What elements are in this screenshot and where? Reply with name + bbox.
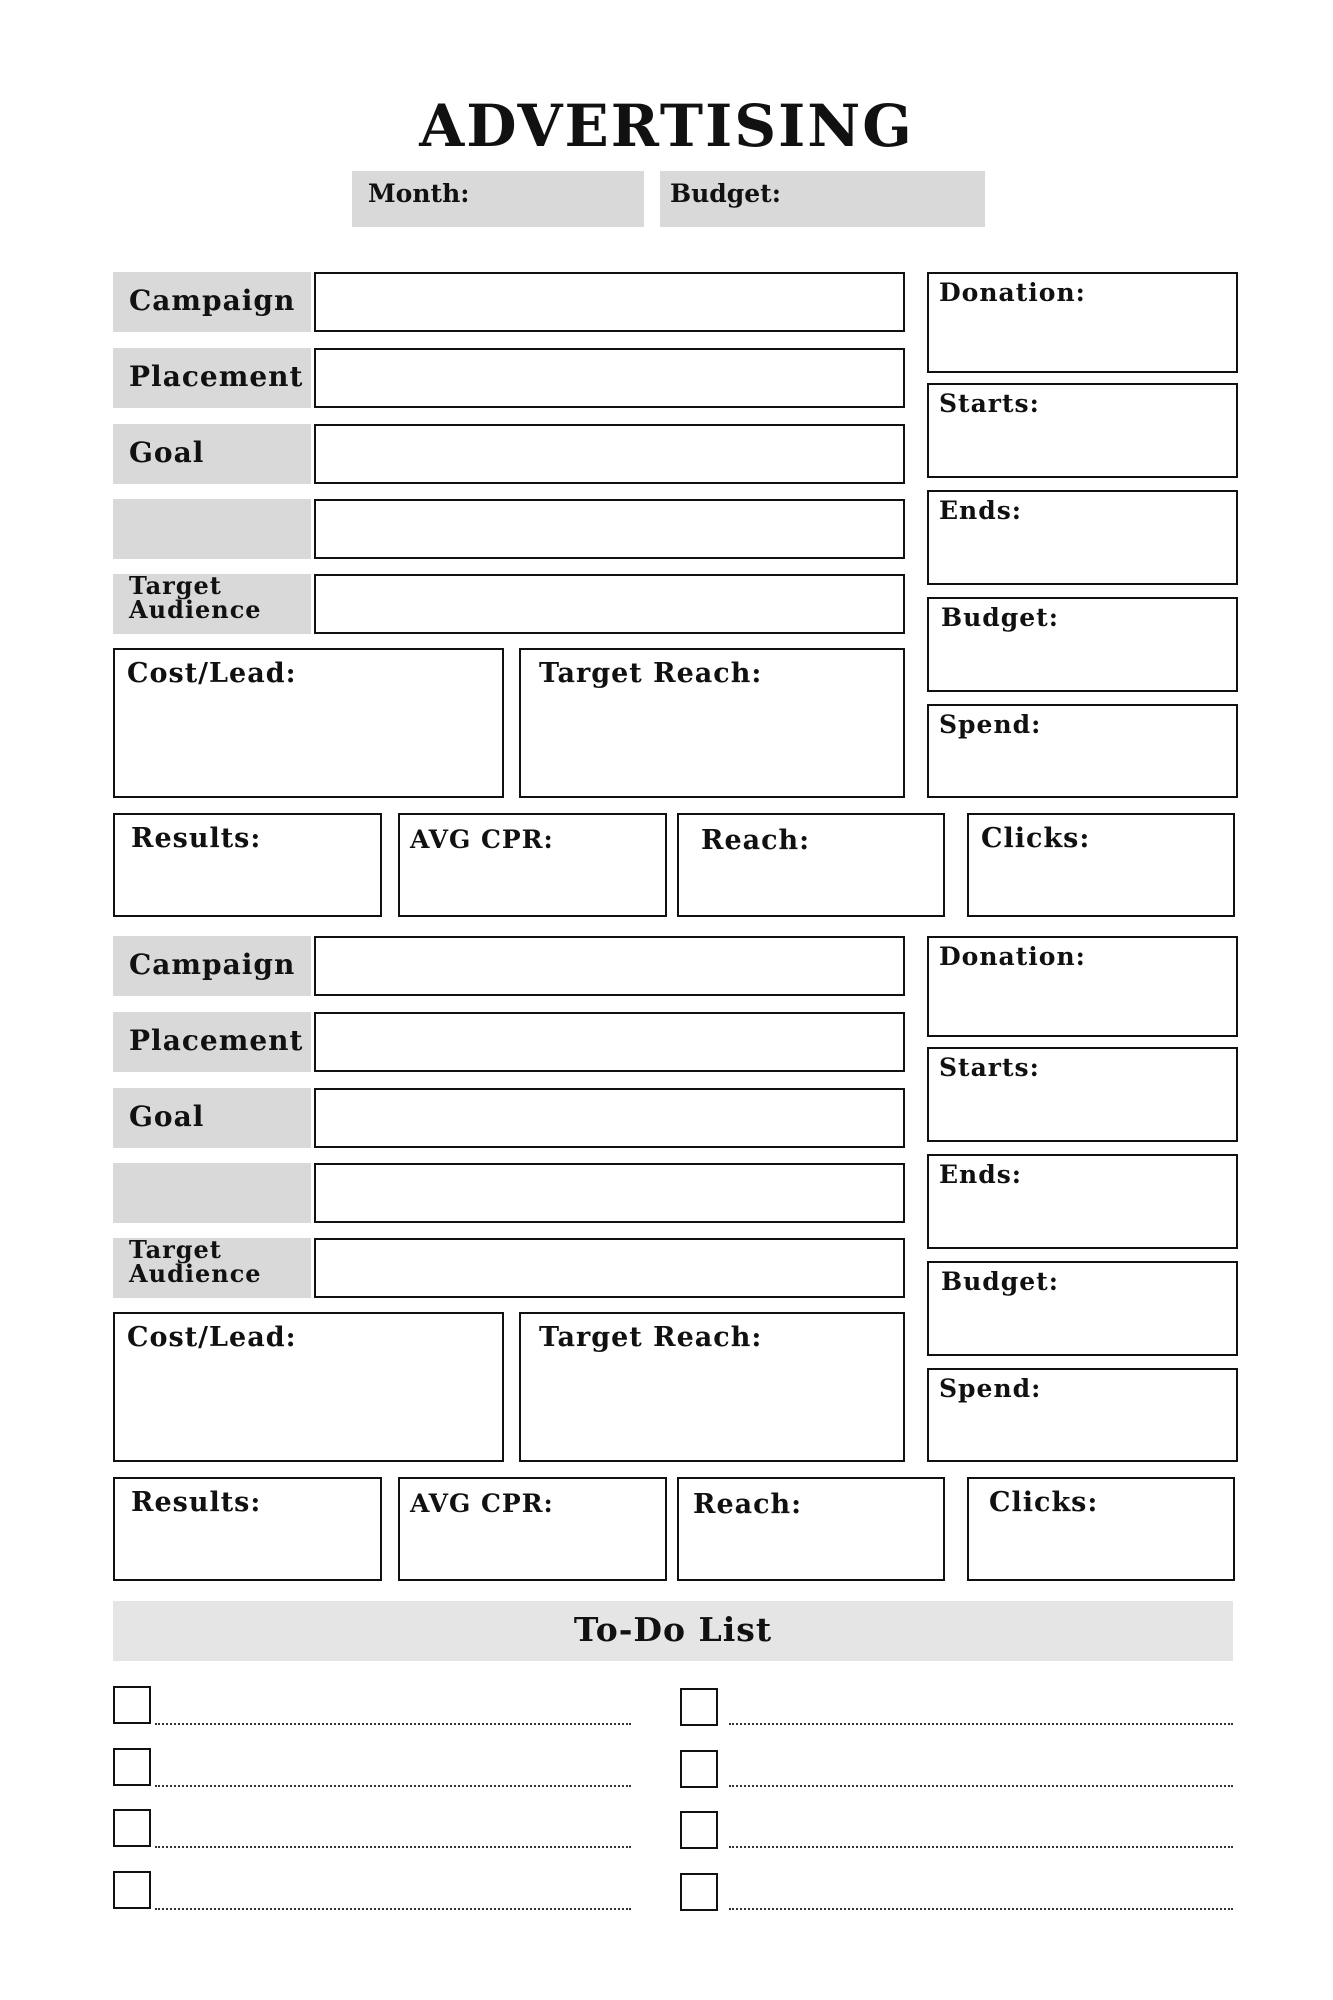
- goal-input[interactable]: [314, 424, 905, 484]
- todo-line[interactable]: [729, 1785, 1233, 1787]
- reach-box[interactable]: [677, 1477, 945, 1581]
- side-budget-label: Budget:: [941, 1267, 1059, 1296]
- campaign-label: Campaign: [113, 272, 311, 332]
- target-audience-label: [113, 571, 311, 634]
- todo-line[interactable]: [155, 1723, 631, 1725]
- avg-cpr-label: AVG CPR:: [410, 825, 554, 854]
- donation-label: Donation:: [939, 278, 1086, 307]
- donation-box[interactable]: [927, 936, 1238, 1037]
- todo-line[interactable]: [155, 1846, 631, 1848]
- ends-box[interactable]: [927, 1154, 1238, 1249]
- goal-label: Goal: [113, 424, 311, 484]
- campaign-input[interactable]: [314, 272, 905, 332]
- spend-box[interactable]: [927, 704, 1238, 798]
- extra-input[interactable]: [314, 499, 905, 559]
- starts-label: Starts:: [939, 389, 1040, 418]
- placement-label: Placement: [113, 348, 311, 408]
- reach-box[interactable]: [677, 813, 945, 917]
- todo-checkbox[interactable]: [680, 1688, 718, 1726]
- starts-label: Starts:: [939, 1053, 1040, 1082]
- donation-label: Donation:: [939, 942, 1086, 971]
- todo-heading: To-Do List: [113, 1601, 1233, 1661]
- blank-label: [113, 499, 311, 559]
- todo-checkbox[interactable]: [113, 1748, 151, 1786]
- cost-lead-box[interactable]: [113, 648, 504, 798]
- avg-cpr-label: AVG CPR:: [410, 1489, 554, 1518]
- blank-label: [113, 1163, 311, 1223]
- clicks-label: Clicks:: [989, 1487, 1099, 1518]
- side-budget-box[interactable]: [927, 1261, 1238, 1356]
- side-budget-box[interactable]: [927, 597, 1238, 692]
- clicks-label: Clicks:: [981, 823, 1091, 854]
- todo-line[interactable]: [155, 1908, 631, 1910]
- placement-input[interactable]: [314, 348, 905, 408]
- page-title: ADVERTISING: [419, 92, 914, 160]
- target-reach-box[interactable]: [519, 648, 905, 798]
- goal-input[interactable]: [314, 1088, 905, 1148]
- todo-checkbox[interactable]: [113, 1809, 151, 1847]
- ends-label: Ends:: [939, 1160, 1023, 1189]
- placement-input[interactable]: [314, 1012, 905, 1072]
- avg-cpr-box[interactable]: [398, 813, 667, 917]
- ends-label: Ends:: [939, 496, 1023, 525]
- extra-input[interactable]: [314, 1163, 905, 1223]
- todo-checkbox[interactable]: [680, 1873, 718, 1911]
- cost-lead-label: Cost/Lead:: [127, 1322, 297, 1353]
- todo-line[interactable]: [729, 1723, 1233, 1725]
- target-audience-label: [113, 1235, 311, 1298]
- todo-line[interactable]: [155, 1785, 631, 1787]
- placement-label: Placement: [113, 1012, 311, 1072]
- spend-box[interactable]: [927, 1368, 1238, 1462]
- starts-box[interactable]: [927, 383, 1238, 478]
- clicks-box[interactable]: [967, 813, 1235, 917]
- cost-lead-box[interactable]: [113, 1312, 504, 1462]
- starts-box[interactable]: [927, 1047, 1238, 1142]
- target-audience-text: Target Audience: [129, 1235, 262, 1288]
- cost-lead-label: Cost/Lead:: [127, 658, 297, 689]
- target-reach-label: Target Reach:: [539, 658, 763, 689]
- side-budget-label: Budget:: [941, 603, 1059, 632]
- target-reach-label: Target Reach:: [539, 1322, 763, 1353]
- results-box[interactable]: [113, 813, 382, 917]
- goal-label: Goal: [113, 1088, 311, 1148]
- month-label: Month:: [368, 179, 470, 208]
- reach-label: Reach:: [693, 1489, 803, 1520]
- reach-label: Reach:: [701, 825, 811, 856]
- results-label: Results:: [131, 1487, 262, 1518]
- donation-box[interactable]: [927, 272, 1238, 373]
- todo-checkbox[interactable]: [113, 1871, 151, 1909]
- todo-line[interactable]: [729, 1846, 1233, 1848]
- campaign-label: Campaign: [113, 936, 311, 996]
- todo-checkbox[interactable]: [680, 1750, 718, 1788]
- todo-checkbox[interactable]: [113, 1686, 151, 1724]
- budget-field[interactable]: [660, 171, 985, 227]
- results-box[interactable]: [113, 1477, 382, 1581]
- spend-label: Spend:: [939, 710, 1042, 739]
- target-audience-input[interactable]: [314, 1238, 905, 1298]
- budget-label: Budget:: [670, 179, 781, 208]
- target-audience-text: Target Audience: [129, 571, 262, 624]
- target-audience-input[interactable]: [314, 574, 905, 634]
- results-label: Results:: [131, 823, 262, 854]
- target-reach-box[interactable]: [519, 1312, 905, 1462]
- todo-line[interactable]: [729, 1908, 1233, 1910]
- campaign-input[interactable]: [314, 936, 905, 996]
- ends-box[interactable]: [927, 490, 1238, 585]
- spend-label: Spend:: [939, 1374, 1042, 1403]
- avg-cpr-box[interactable]: [398, 1477, 667, 1581]
- todo-checkbox[interactable]: [680, 1811, 718, 1849]
- clicks-box[interactable]: [967, 1477, 1235, 1581]
- month-field[interactable]: [352, 171, 644, 227]
